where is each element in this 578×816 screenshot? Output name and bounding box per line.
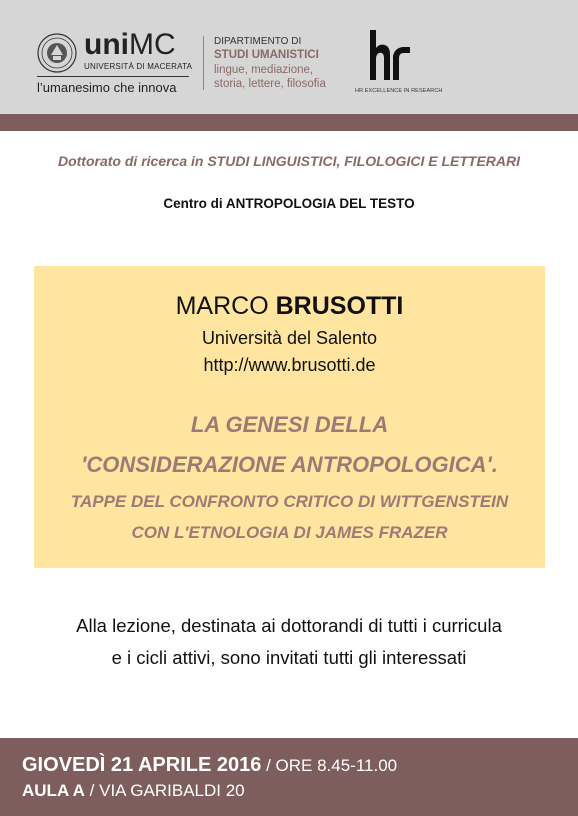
header [0,0,578,114]
footer [0,738,578,816]
speaker-last-name: BRUSOTTI [275,292,404,320]
header-vertical-divider [203,36,204,90]
dept-line-4: storia, lettere, filosofia [214,78,326,90]
hr-caption: HR EXCELLENCE IN RESEARCH [355,88,443,94]
invitation-line-2: e i cicli attivi, sono invitati tutti gli interessati [111,647,467,668]
event-room: AULA A [22,781,85,800]
centro-title: Centro di ANTROPOLOGIA DEL TESTO [163,196,415,211]
event-address: VIA GARIBALDI 20 [99,781,245,800]
logo-university-name: UNIVERSITÀ DI MACERATA [84,62,193,71]
speaker-first-name: MARCO [175,292,269,320]
logo-divider [37,76,189,77]
header-accent-band [0,114,578,131]
event-date: GIOVEDÌ 21 APRILE 2016 [22,754,262,776]
talk-title-line-2: 'CONSIDERAZIONE ANTROPOLOGICA'. [81,452,498,477]
dept-line-2: STUDI UMANISTICI [214,49,319,61]
hr-excellence-logo-icon [366,28,412,84]
university-seal-icon [37,33,77,73]
footer-date-line [22,754,397,777]
footer-separator-1: / [261,756,276,775]
speaker-affiliation: Università del Salento [201,328,378,348]
dept-line-1: DIPARTIMENTO DI [214,36,302,47]
footer-separator-2: / [84,781,100,800]
event-time: ORE 8.45-11.00 [275,756,398,775]
logo-uni-text: uni [84,28,129,61]
speaker-url: http://www.brusotti.de [203,355,376,375]
doctorate-title: Dottorato di ricerca in STUDI LINGUISTICI, FILOLOGICI E LETTERARI [57,153,521,169]
talk-subtitle-line-1: TAPPE DEL CONFRONTO CRITICO DI WITTGENSTEIN [70,492,509,511]
dept-line-3: lingue, mediazione, [214,64,314,76]
talk-subtitle-line-2: CON L'ETNOLOGIA DI JAMES FRAZER [131,523,448,542]
footer-location-line [22,781,245,801]
talk-title-line-1: LA GENESI DELLA [190,412,389,437]
lecture-box [34,266,545,568]
unimc-logo [84,30,176,60]
speaker-name [34,292,545,321]
logo-tagline: l’umanesimo che innova [37,80,177,95]
logo-mc-text: MC [129,28,176,61]
invitation-line-1: Alla lezione, destinata ai dottorandi di tutti i curricula [76,615,502,636]
